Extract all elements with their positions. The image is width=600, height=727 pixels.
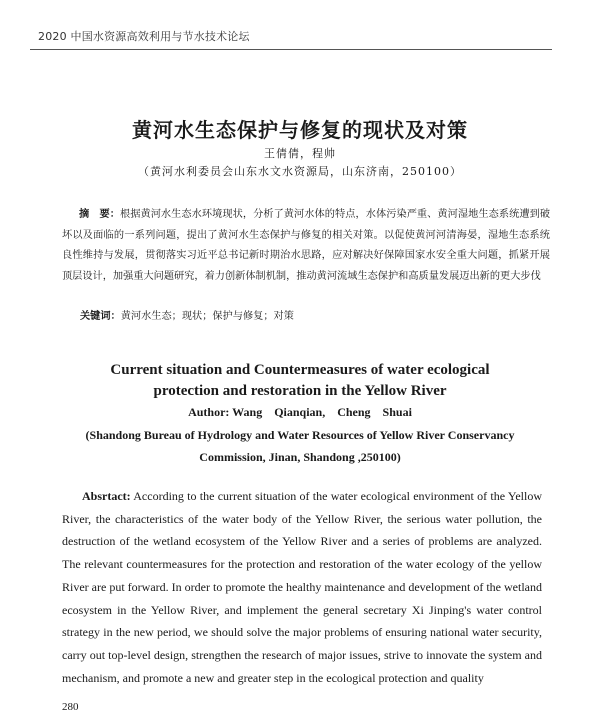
abstract-chinese-text: 根据黄河水生态水环境现状，分析了黄河水体的特点，水体污染严重、黄河湿地生态系统遭到破坏以及面临的一系列问题，提出了黄河水生态保护与修复的相关对策。以促使黄河河清海晏，湿地生态系统良性维持与发展，贯彻落实习近平总书记新时期治水思路，应对解决好保障国家水安全重大问题，抓紧开展顶层设计，加强重大问题研究，着力创新体制机制，推动黄河流域生态保护和高质量发展迈出新的更大步伐 (62, 209, 551, 282)
abstract-chinese (62, 205, 550, 287)
keywords-chinese-label: 关键词： (80, 311, 121, 322)
authors-english: Author: Wang Qianqian, Cheng Shuai (188, 405, 412, 419)
header-divider (30, 49, 552, 50)
keywords-chinese-text: 黄河水生态；现状；保护与修复；对策 (120, 311, 294, 322)
abstract-english-label: Absrtact: (82, 489, 131, 503)
running-header: 2020 中国水资源高效利用与节水技术论坛 (38, 30, 250, 43)
paper-title-english: Current situation and Countermeasures of water ecological protection and restoration in the Yellow River (110, 362, 490, 399)
abstract-english-text: According to the current situation of the water ecological environment of the Yellow River, the characteristics of the water body of the Yellow River, the serious water pollution, the destruction of the wetland ecosystem of the Yellow River and a series of problems are analyzed. The relevant countermeasures for the protection and restoration of the water ecology of the yellow River are put forward. In order to promote the healthy maintenance and development of the wetland ecosystem in the Yellow River, and implement the general secretary Xi Jinping's water control strategy in the new period, we should solve the major problems of ensuring national water security, carry out top-level design, strengthen the research of major issues, strive to innovate the system and mechanism, and promote a new and greater step in the ecological protection and quality (62, 489, 542, 685)
affiliation-chinese: （黄河水利委员会山东水文水资源局，山东济南，250100） (138, 165, 462, 178)
abstract-english (62, 485, 542, 689)
abstract-chinese-label: 摘 要： (79, 209, 120, 220)
paper-title-chinese: 黄河水生态保护与修复的现状及对策 (132, 118, 468, 142)
affiliation-english: (Shandong Bureau of Hydrology and Water Resources of Yellow River Conservancy Commission, Jinan, Shandong ,250100) (85, 428, 515, 464)
authors-chinese: 王倩倩，程帅 (264, 147, 336, 160)
page-number: 280 (62, 701, 79, 713)
keywords-chinese (80, 307, 550, 322)
